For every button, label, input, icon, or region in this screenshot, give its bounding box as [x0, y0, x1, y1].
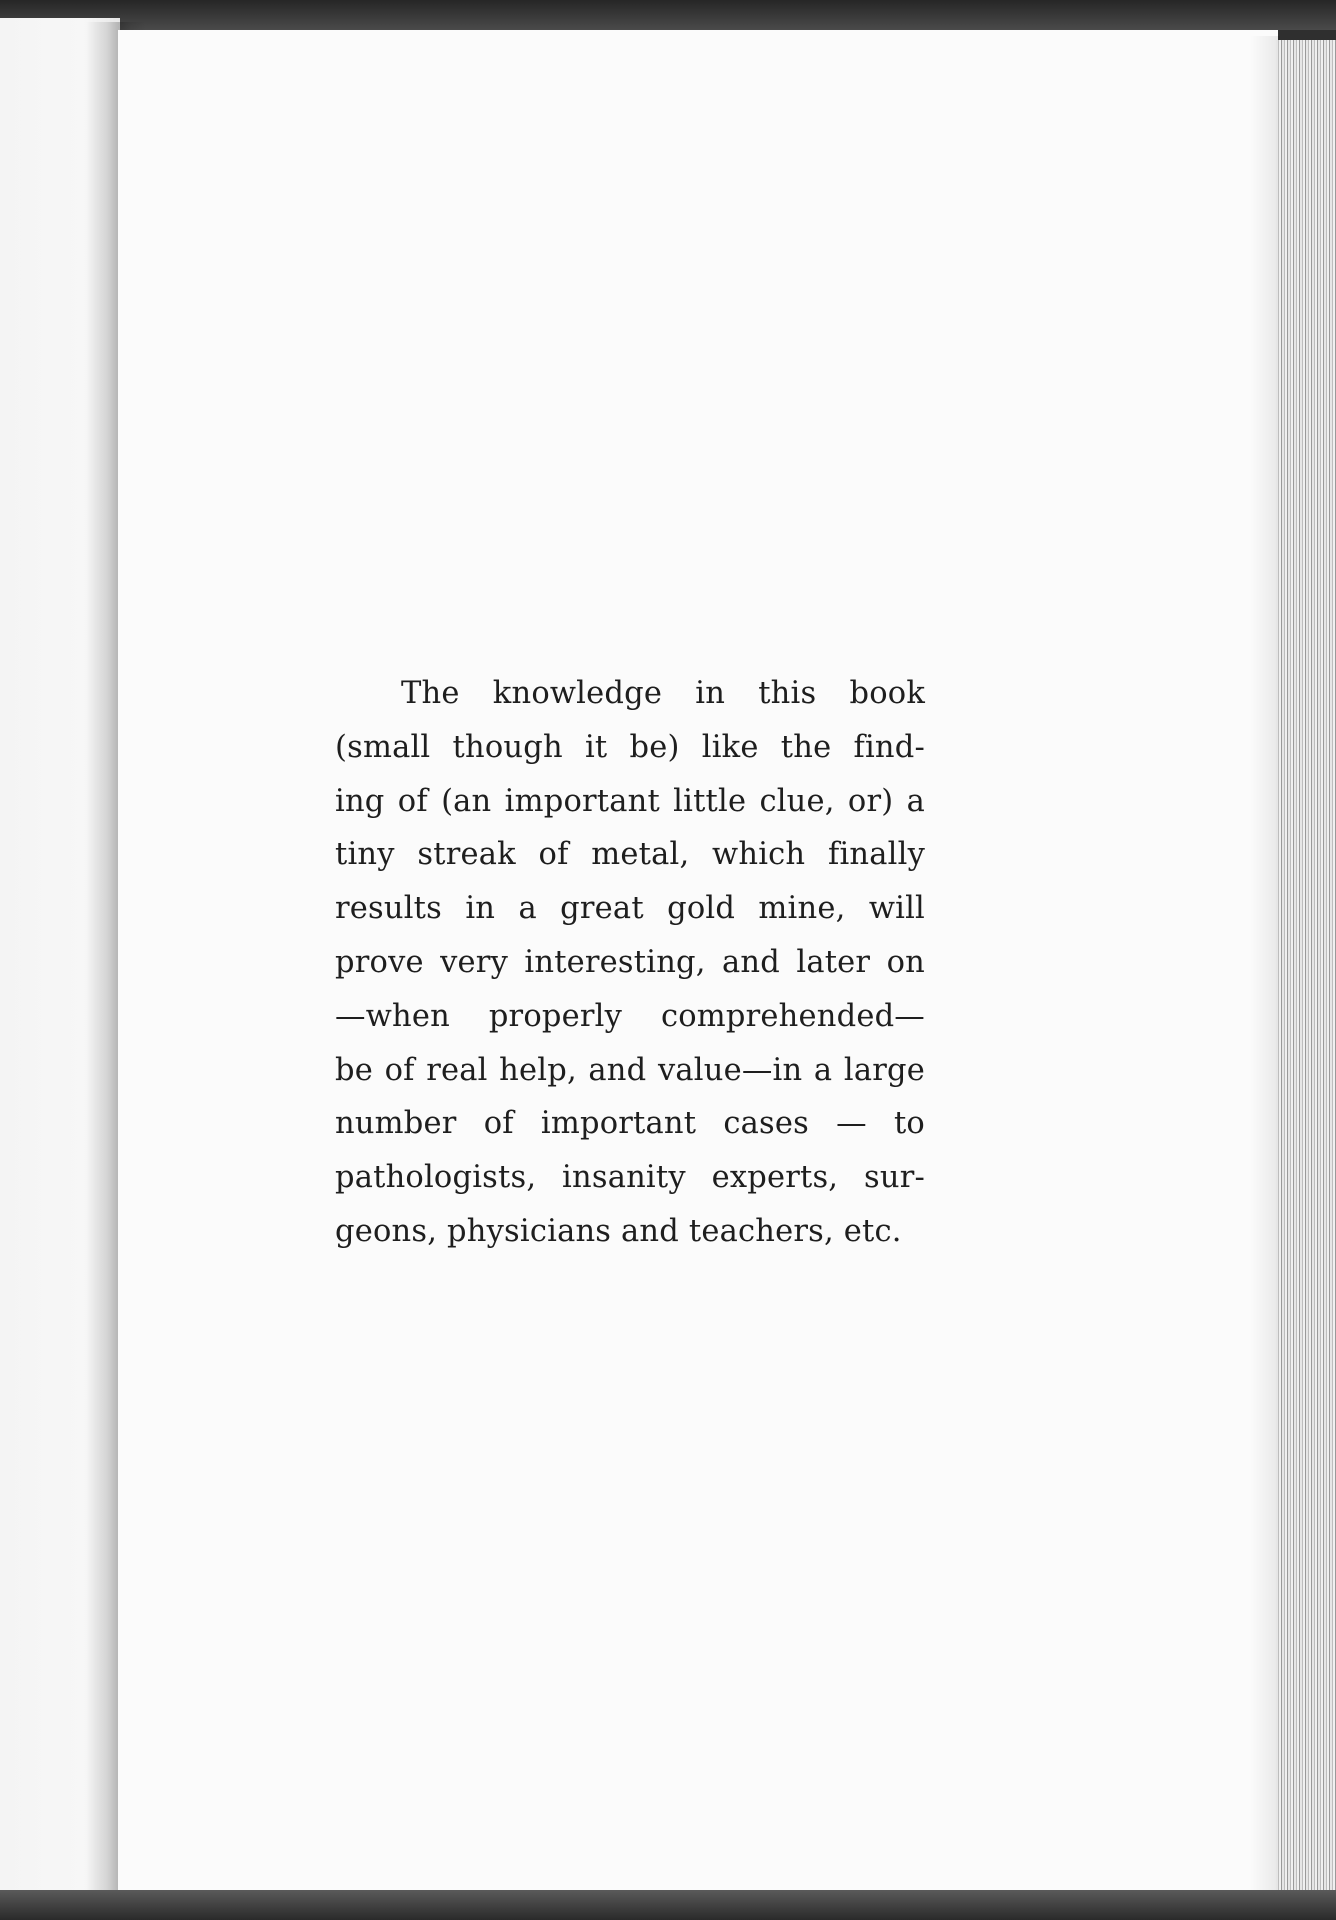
paragraph-line: —when properly comprehended—: [335, 998, 925, 1034]
page-stack-edge: [1276, 40, 1336, 1900]
epigraph-paragraph: [335, 667, 925, 1259]
paragraph-line: number of important cases — to: [335, 1106, 925, 1142]
scan-top-border: [0, 0, 1336, 30]
paragraph-line: The knowledge in this book: [401, 676, 925, 711]
scan-bottom-border: [0, 1890, 1336, 1920]
paragraph-line: tiny streak of metal, which finally: [335, 837, 925, 873]
paragraph-line: ing of (an important little clue, or) a: [335, 783, 925, 819]
paragraph-line: prove very interesting, and later on: [335, 944, 925, 980]
paragraph-line: pathologists, insanity experts, sur-: [335, 1160, 925, 1196]
paragraph-line: be of real help, and value—in a large: [335, 1052, 925, 1088]
paragraph-line: results in a great gold mine, will: [335, 891, 925, 927]
paragraph-line: geons, physicians and teachers, etc.: [335, 1213, 902, 1249]
paragraph-line: (small though it be) like the find-: [335, 729, 925, 765]
